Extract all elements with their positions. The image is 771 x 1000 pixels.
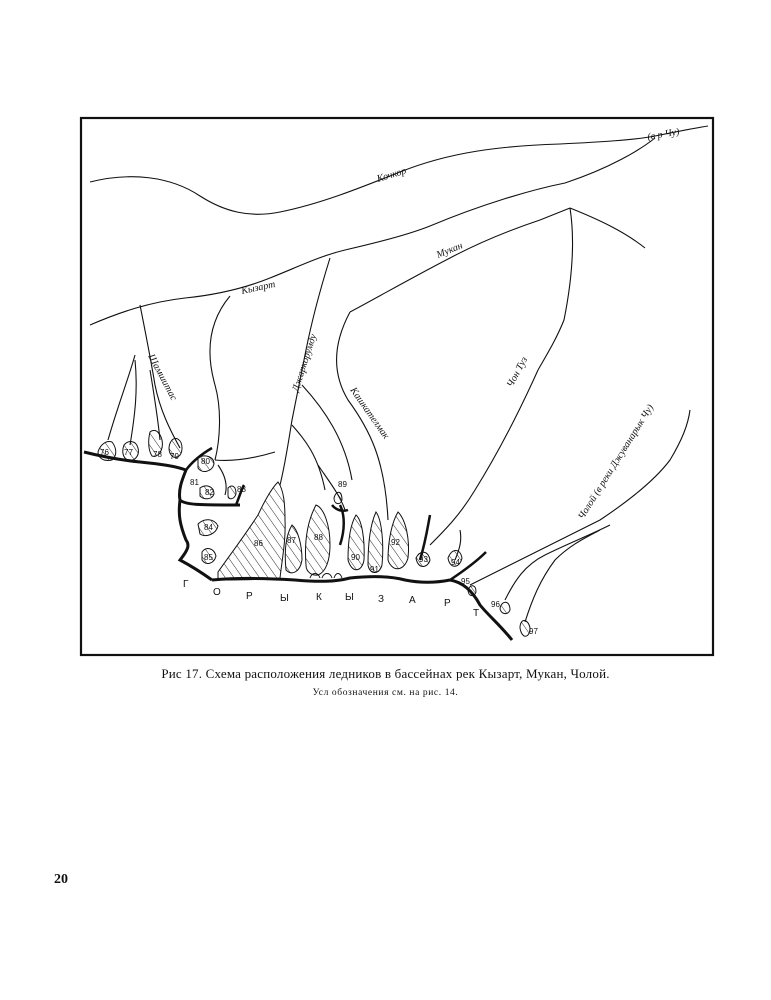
- label-mukan: Мукан: [435, 240, 465, 261]
- label-choloy: Чолой (в реки Джуванарык Чу): [576, 402, 657, 522]
- glacier-83: [228, 486, 236, 499]
- glacier-91: [368, 512, 383, 573]
- num-96: 96: [491, 600, 500, 609]
- num-85: 85: [204, 553, 213, 562]
- num-92: 92: [391, 538, 400, 547]
- river-west-1: [210, 296, 230, 460]
- label-shamshitas: Шамшитас: [145, 352, 180, 403]
- glacier-87: [285, 525, 302, 573]
- page-number: 20: [54, 872, 68, 887]
- river-dzharkorumdu-branch: [302, 385, 352, 480]
- ridge-letter: А: [409, 595, 416, 606]
- ridge-letter: З: [378, 594, 385, 605]
- river-mukan: [350, 208, 570, 312]
- glacier-89: [334, 492, 342, 503]
- glacier-96: [500, 602, 510, 613]
- num-78: 78: [153, 450, 162, 459]
- label-chu: (в р Чу): [646, 126, 681, 143]
- num-81: 81: [190, 478, 199, 487]
- num-76: 76: [100, 448, 109, 457]
- river-west-2: [108, 355, 135, 440]
- ridge-letter: Ы: [345, 592, 354, 603]
- num-82: 82: [205, 488, 214, 497]
- river-choloy-branch-2: [525, 530, 600, 622]
- glacier-95: [468, 586, 476, 596]
- num-80: 80: [201, 457, 210, 466]
- ridge-letter: Ы: [280, 593, 289, 604]
- num-95: 95: [461, 577, 470, 586]
- num-87: 87: [287, 536, 296, 545]
- figure-caption: Рис 17. Схема расположения ледников в бассейнах рек Кызарт, Мукан, Чолой.: [161, 666, 610, 681]
- label-kyzart: Кызарт: [240, 279, 277, 297]
- river-choloy: [470, 410, 690, 585]
- river-mukan-east: [538, 208, 572, 370]
- ridge-name: [183, 579, 479, 619]
- map-border: [81, 118, 713, 655]
- label-dzharkorumdu: Джаркорумду: [290, 332, 320, 393]
- label-chon-tuz: Чон Туз: [504, 355, 531, 390]
- num-79: 79: [170, 452, 179, 461]
- num-93: 93: [419, 555, 428, 564]
- river-mukan-east-2: [570, 208, 645, 248]
- num-90: 90: [351, 553, 360, 562]
- river-east-small-2: [218, 465, 226, 495]
- num-83: 83: [237, 485, 246, 494]
- num-86: 86: [254, 539, 263, 548]
- river-choloy-branch: [505, 525, 610, 600]
- num-88: 88: [314, 533, 323, 542]
- river-chon-tuz: [430, 370, 538, 545]
- river-west-3: [130, 360, 136, 445]
- label-kochkor: Кочкор: [375, 165, 408, 185]
- ridge-letter: К: [316, 592, 322, 603]
- label-kashkatelmak: Кашкателмак: [347, 385, 392, 442]
- num-91: 91: [370, 565, 379, 574]
- num-89: 89: [338, 480, 347, 489]
- num-94: 94: [451, 558, 460, 567]
- num-84: 84: [204, 523, 213, 532]
- num-97: 97: [529, 627, 538, 636]
- num-77: 77: [124, 448, 133, 457]
- ridge-letter: Т: [473, 608, 480, 619]
- river-east-small: [215, 452, 275, 461]
- river-branch-a: [292, 425, 325, 490]
- ridge-letter: Р: [444, 598, 451, 609]
- figure-legend-note: Усл обозначения см. на рис. 14.: [312, 688, 459, 698]
- ridge-letter: О: [213, 587, 221, 598]
- river-kyzart: [90, 138, 655, 325]
- ridge-letter: Г: [183, 579, 189, 590]
- ridge-letter: Р: [246, 591, 253, 602]
